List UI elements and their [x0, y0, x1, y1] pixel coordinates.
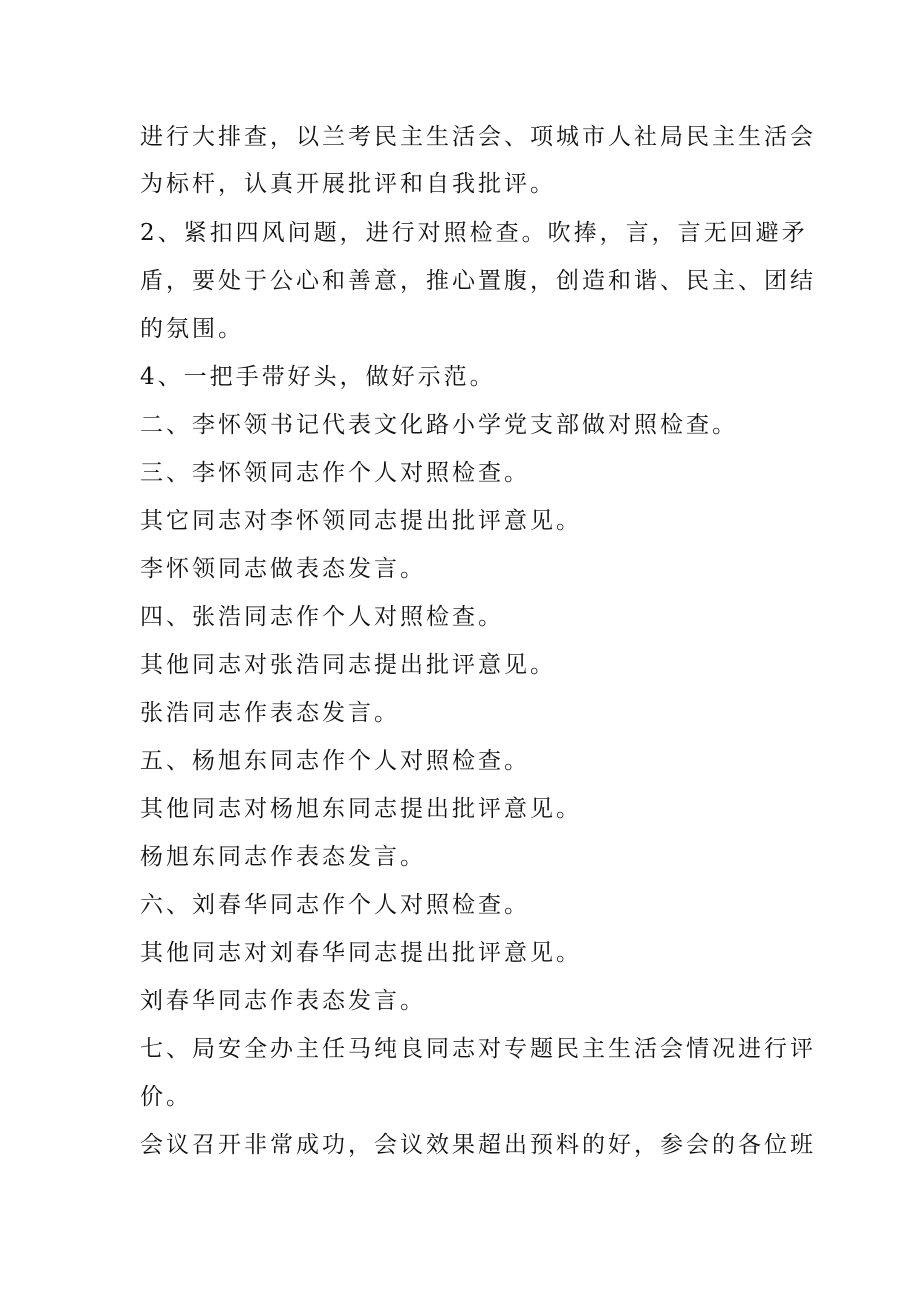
- text-line: 二、李怀领书记代表文化路小学党支部做对照检查。: [140, 412, 738, 438]
- text-line: 三、李怀领同志作个人对照检查。: [140, 460, 530, 486]
- text-line: 五、杨旭东同志作个人对照检查。: [140, 748, 530, 774]
- text-line: 的氛围。: [140, 316, 244, 342]
- text-line: 六、刘春华同志作个人对照检查。: [140, 892, 530, 918]
- text-line: 张浩同志作表态发言。: [140, 700, 400, 726]
- text-line: 2、紧扣四风问题，进行对照检查。吹捧，言，言无回避矛: [140, 220, 808, 246]
- text-line: 价。: [140, 1084, 192, 1110]
- text-line: 盾，要处于公心和善意，推心置腹，创造和谐、民主、团结: [140, 268, 816, 294]
- text-line: 其他同志对张浩同志提出批评意见。: [140, 652, 556, 678]
- text-line: 刘春华同志作表态发言。: [140, 988, 426, 1014]
- text-line: 其他同志对刘春华同志提出批评意见。: [140, 940, 582, 966]
- text-line: 为标杆，认真开展批评和自我批评。: [140, 171, 556, 197]
- text-line: 其它同志对李怀领同志提出批评意见。: [140, 508, 582, 534]
- text-line: 四、张浩同志作个人对照检查。: [140, 604, 504, 630]
- text-line: 李怀领同志做表态发言。: [140, 556, 426, 582]
- text-line: 七、局安全办主任马纯良同志对专题民主生活会情况进行评: [140, 1036, 816, 1062]
- text-line: 4、一把手带好头，做好示范。: [140, 364, 496, 390]
- text-line: 其他同志对杨旭东同志提出批评意见。: [140, 796, 582, 822]
- text-line: 杨旭东同志作表态发言。: [140, 844, 426, 870]
- text-line: 进行大排查，以兰考民主生活会、项城市人社局民主生活会: [140, 124, 816, 150]
- text-line: 会议召开非常成功，会议效果超出预料的好，参会的各位班: [140, 1132, 816, 1158]
